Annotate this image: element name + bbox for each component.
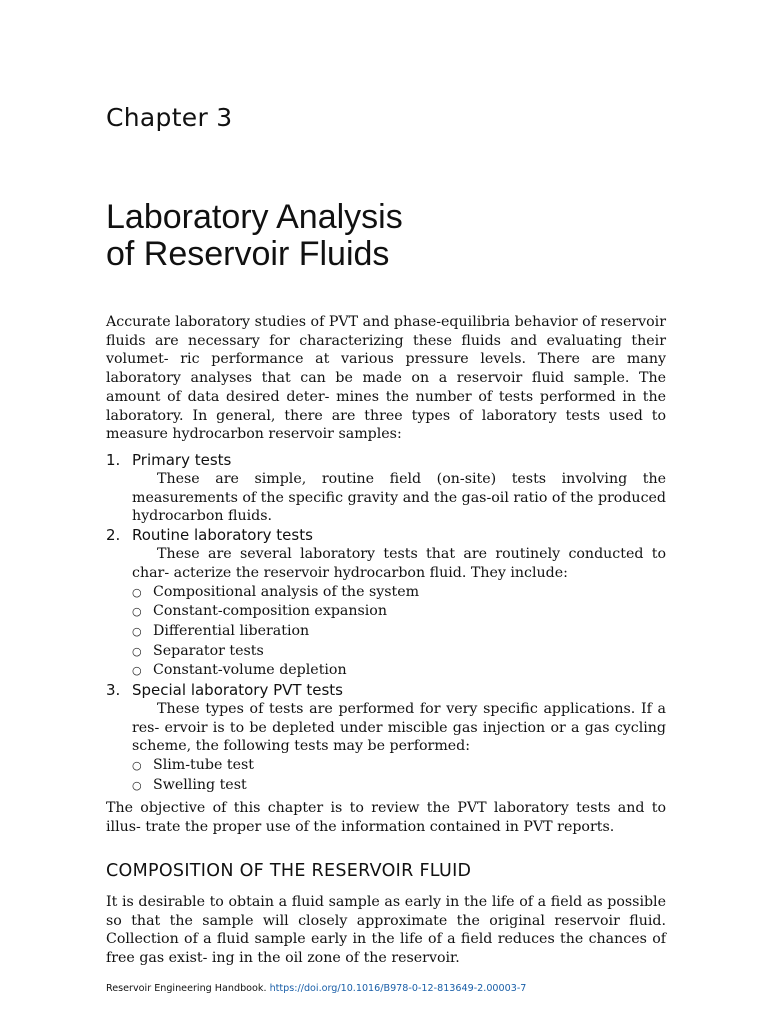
test-number: 1. xyxy=(106,451,121,469)
intro-paragraph: Accurate laboratory studies of PVT and phase-equilibria behavior of reservoir fluids are necessary for characterizing these fluids and evaluating their volumet- ric performance at various pressure levels. There are many laboratory analyses that can be made on a reservoir fluid sample. The amount of data desired deter- mines the number of tests performed in the laboratory. In general, there are three types of laboratory tests used to measure hydrocarbon reservoir samples: xyxy=(106,314,666,443)
bullet-icon: ○ xyxy=(132,664,142,678)
chapter-title-line-2: of Reservoir Fluids xyxy=(106,235,390,273)
bullet-icon: ○ xyxy=(132,624,142,638)
test-item-special xyxy=(106,681,666,796)
list-item-text: Constant-volume depletion xyxy=(153,662,347,679)
chapter-label: Chapter 3 xyxy=(106,103,233,132)
list-item-text: Swelling test xyxy=(153,776,247,793)
footer-source: Reservoir Engineering Handbook. xyxy=(106,983,267,994)
test-heading xyxy=(106,526,666,545)
page-footer xyxy=(106,983,526,994)
objective-paragraph: The objective of this chapter is to review the PVT laboratory tests and to illus- trate the proper use of the information contained in PVT reports. xyxy=(106,800,666,835)
test-heading-text: Special laboratory PVT tests xyxy=(132,681,343,700)
test-number: 2. xyxy=(106,526,121,545)
list-item xyxy=(132,661,666,681)
bullet-icon: ○ xyxy=(132,644,142,658)
special-tests-sublist xyxy=(132,756,666,795)
bullet-icon: ○ xyxy=(132,585,142,599)
list-item-text: Separator tests xyxy=(153,642,264,659)
test-description: These are simple, routine field (on-site) tests involving the measurements of the specific gravity and the gas-oil ratio of the produced hydrocarbon fluids. xyxy=(132,471,666,525)
list-item xyxy=(132,583,666,603)
list-item-text: Compositional analysis of the system xyxy=(153,583,420,600)
test-heading xyxy=(106,451,666,470)
test-description: These are several laboratory tests that are routinely conducted to char- acterize the reservoir hydrocarbon fluid. They include: xyxy=(132,546,666,581)
test-heading-text: Routine laboratory tests xyxy=(132,526,313,545)
test-types-list xyxy=(106,451,666,796)
chapter-title xyxy=(106,199,403,273)
section-paragraph: It is desirable to obtain a fluid sample as early in the life of a field as possible so that the sample will closely approximate the original reservoir fluid. Collection of a fluid sample early in the life of a field reduces the chances of free gas exist- ing in the oil zone of the reservoir. xyxy=(106,894,666,967)
test-item-primary xyxy=(106,451,666,526)
bullet-icon: ○ xyxy=(132,778,142,792)
test-number: 3. xyxy=(106,681,121,700)
test-description: These types of tests are performed for very specific applications. If a res- ervoir is to be depleted under miscible gas injection or a gas cycling scheme, the following tests may be performed: xyxy=(132,701,666,755)
list-item xyxy=(132,756,666,776)
test-item-routine xyxy=(106,526,666,681)
test-heading xyxy=(106,681,666,700)
list-item xyxy=(132,602,666,622)
routine-tests-sublist xyxy=(132,583,666,682)
bullet-icon: ○ xyxy=(132,605,142,619)
list-item xyxy=(132,776,666,796)
list-item-text: Slim-tube test xyxy=(153,757,254,774)
test-heading-text: Primary tests xyxy=(132,451,232,469)
doi-link[interactable]: https://doi.org/10.1016/B978-0-12-813649-2.00003-7 xyxy=(269,983,527,994)
chapter-title-line-1: Laboratory Analysis xyxy=(106,198,403,236)
section-heading: COMPOSITION OF THE RESERVOIR FLUID xyxy=(106,861,472,881)
list-item xyxy=(132,642,666,662)
list-item-text: Differential liberation xyxy=(153,622,310,639)
list-item-text: Constant-composition expansion xyxy=(153,603,387,620)
bullet-icon: ○ xyxy=(132,759,142,773)
list-item xyxy=(132,622,666,642)
